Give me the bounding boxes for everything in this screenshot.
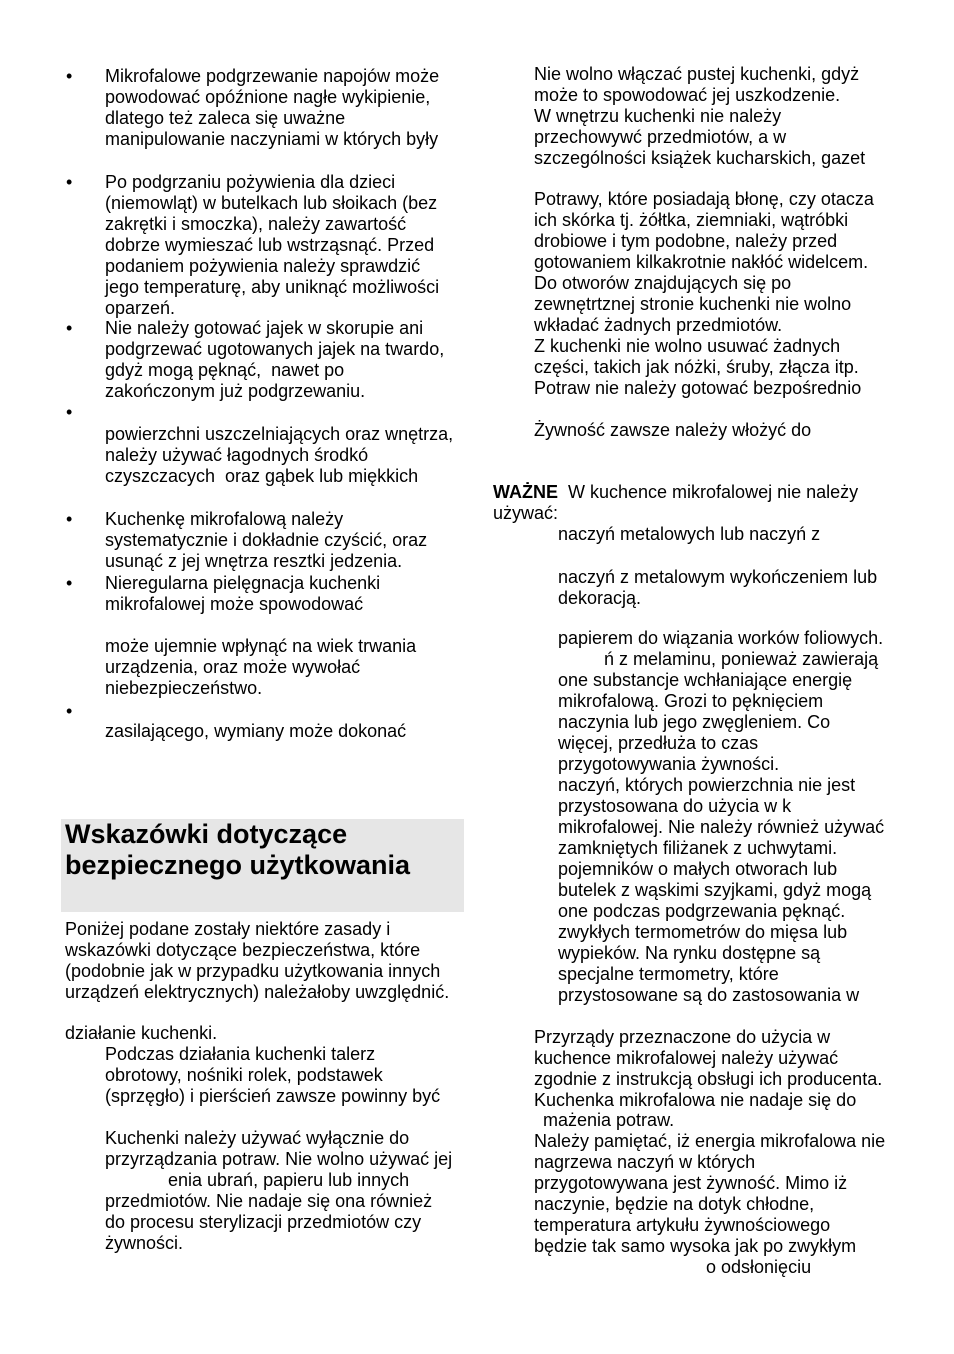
not-to-use-metal-finish: naczyń z metalowym wykończeniem lub dekoracją. xyxy=(558,566,878,608)
accessories-note: Przyrządy przeznaczone do użycia w kuchence mikrofalowej należy używać zgodnie z instrukcją obsługi ich producenta. Kuchenka mikrofalowa nie nadaje się do xyxy=(534,1026,883,1110)
food-placement-note: Żywność zawsze należy włożyć do xyxy=(534,419,812,440)
usage-note-start: Kuchenki należy używać wyłącznie do przyrządzania potraw. Nie wolno używać jej xyxy=(105,1127,453,1169)
list-item-eggs: Nie należy gotować jajek w skorupie ani podgrzewać ugotowanych jajek na twardo, gdyż mogą pęknąć, nawet po zakończonym już podgrzewaniu. xyxy=(105,317,445,401)
section-intro: Poniżej podane zostały niektóre zasady i wskazówki dotyczące bezpieczeństwa, które (podobnie jak w przypadku użytkowania innych urządzeń elektrycznych) należałoby uwzględnić. xyxy=(65,918,450,1002)
bullet-marker xyxy=(66,573,78,594)
turntable-note: Podczas działania kuchenki talerz obrotowy, nośniki rolek, podstawek (sprzęgło) i pierścień zawsze powinny być xyxy=(105,1043,441,1106)
not-to-use-metal-dishes: naczyń metalowych lub naczyń z xyxy=(558,523,821,544)
list-item-baby-food: Po podgrzaniu pożywienia dla dzieci (niemowląt) w butelkach lub słoikach (bez zakrętki i smoczka), należy zawartość dobrze wymieszać lub wstrząsnąć. Przed podaniem pożywienia należy sprawdzić jego temperaturę, aby uniknąć możliwości oparzeń. xyxy=(105,171,440,318)
pierce-food-note: Potrawy, które posiadają błonę, czy otacza ich skórka tj. żółtka, ziemniaki, wątróbki drobiowe i tym podobne, należy przed gotowaniem kilkakrotnie nakłóć widelcem. Do otworów znajdujących się po zewnętrtznej stronie kuchenki nie wolno wkładać żadnych przedmiotów. Z kuchenki nie wolno usuwać żadnych części, takich jak nóżki, śruby, złącza itp. Potraw nie należy gotować bezpośrednio xyxy=(534,188,874,398)
not-to-use-details: one substancje wchłaniające energię mikrofalową. Grozi to pęknięciem naczynia lub jego zwęgleniem. Co więcej, przedłuża to czas przygotowywania żywności. naczyń, których powierzchnia nie jest przystosowana do użycia w k mikrofalowej. Nie należy również używać zamkniętych filiżanek z uchwytami. pojemników o małych otworach lub butelek z wąskimi szyjkami, gdyż mogą one podczas podgrzewania pęknąć. zwykłych termometrów do mięsa lub wypieków. Na rynku dostępne są specjalne termometry, które przystosowane są do zastosowania w xyxy=(558,669,885,1005)
usage-note-partial: enia ubrań, papieru lub innych xyxy=(168,1169,410,1190)
section-heading: Wskazówki dotyczące bezpiecznego użytkowania xyxy=(65,818,411,880)
not-to-use-wire-ties: papierem do wiązania worków foliowych. xyxy=(558,627,884,648)
section-fragment: działanie kuchenki. xyxy=(65,1022,218,1043)
section-heading-box xyxy=(61,819,464,912)
heat-note: Należy pamiętać, iż energia mikrofalowa nie nagrzewa naczyń w których przygotowywana jest żywność. Mimo iż naczynie, będzie na dotyk chłodne, temperatura artykułu żywnościowego będzie tak samo wysoka jak po zwykłym xyxy=(534,1130,886,1256)
bullet-marker xyxy=(66,402,78,423)
bullet-marker xyxy=(66,701,78,722)
bullet-marker xyxy=(66,509,78,530)
important-label: WAŻNE xyxy=(493,481,558,502)
important-text: W kuchence mikrofalowej nie należy używać: xyxy=(493,481,859,523)
list-item-beverage-heating: Mikrofalowe podgrzewanie napojów może powodować opóźnione nagłe wykipienie, dlatego też zaleca się uważne manipulowanie naczyniami w których były xyxy=(105,65,440,149)
empty-oven-note: Nie wolno włączać pustej kuchenki, gdyż może to spowodować jej uszkodzenie. W wnętrzu kuchenki nie należy przechowywć przedmiotów, a w szczególności książek kucharskich, gazet xyxy=(534,63,866,168)
not-to-use-melamine: ń z melaminu, ponieważ zawierają xyxy=(604,648,879,669)
usage-note-end: przedmiotów. Nie nadaje się ona również do procesu sterylizacji przedmiotów czy żywności. xyxy=(105,1190,433,1253)
list-item-regular-cleaning: Kuchenkę mikrofalową należy systematycznie i dokładnie czyścić, oraz usunąć z jej wnętrza resztki jedzenia. xyxy=(105,508,428,571)
list-item-cleaning-agents: powierzchni uszczelniających oraz wnętrza, należy używać łagodnych środkó czyszczacych oraz gąbek lub miękkich xyxy=(105,423,454,486)
bullet-marker xyxy=(66,172,78,193)
bullet-marker xyxy=(66,318,78,339)
frying-partial: mażenia potraw. xyxy=(543,1109,675,1130)
heat-note-tail: o odsłonięciu xyxy=(706,1256,812,1277)
bullet-marker xyxy=(66,66,78,87)
list-item-irregular-care: Nieregularna pielęgnacja kuchenki mikrofalowej może spowodować może ujemnie wpłynąć na wiek trwania urządzenia, oraz może wywołać niebezpieczeństwo. xyxy=(105,572,417,698)
important-notice xyxy=(493,482,858,524)
list-item-power-cord: zasilającego, wymiany może dokonać xyxy=(105,720,407,741)
